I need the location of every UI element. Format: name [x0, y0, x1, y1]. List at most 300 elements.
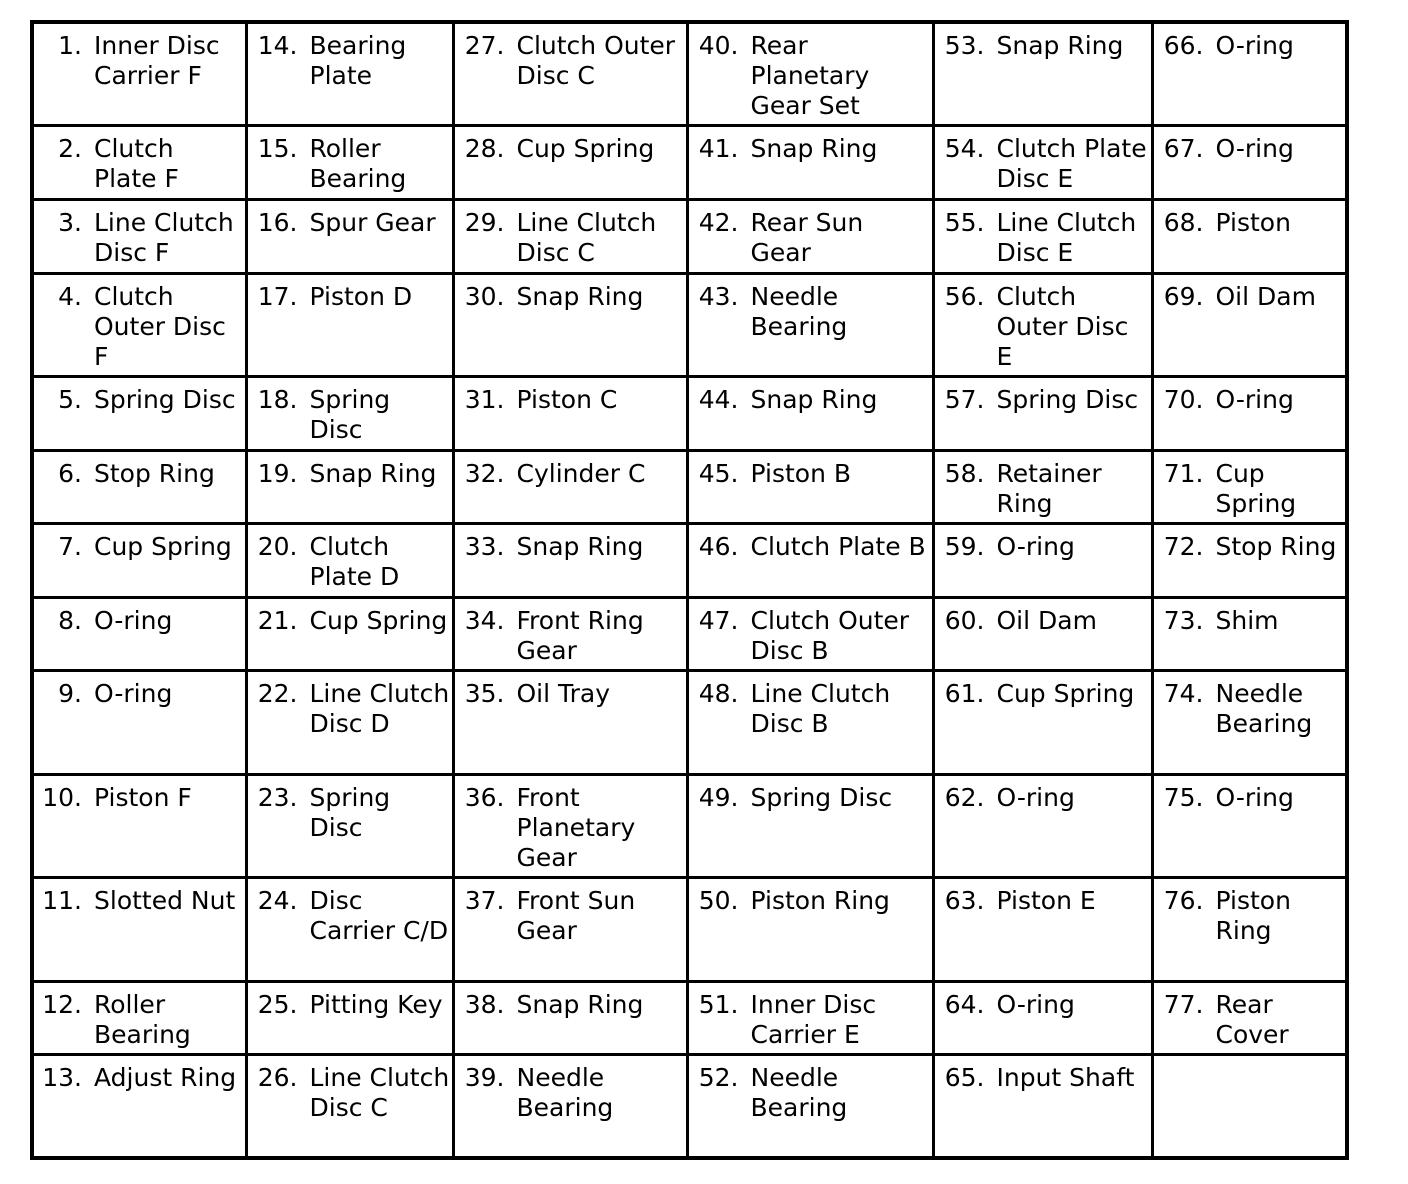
part-entry: [248, 599, 452, 636]
part-number: 15.: [257, 133, 298, 163]
part-entry: [935, 776, 1151, 813]
table-cell: [246, 376, 453, 450]
part-name: Spring Disc: [94, 384, 236, 414]
part-entry: [1154, 275, 1346, 312]
part-number: 17.: [257, 281, 298, 311]
table-row: [32, 774, 1347, 877]
part-entry: [935, 983, 1151, 1020]
table-cell: [933, 22, 1152, 125]
part-name: Clutch Plate B: [750, 531, 926, 561]
table-cell: [32, 450, 246, 523]
table-cell: [453, 597, 687, 670]
table-cell: [32, 376, 246, 450]
table-cell: [32, 1054, 246, 1158]
part-number: 70.: [1163, 384, 1204, 414]
part-entry: [935, 24, 1151, 61]
table-cell: [1152, 450, 1347, 523]
part-entry: [34, 983, 245, 1050]
part-name: Rear Planetary Gear Set: [750, 31, 870, 120]
table-row: [32, 597, 1347, 670]
table-cell: [32, 597, 246, 670]
part-number: 19.: [257, 458, 298, 488]
part-entry: [248, 879, 452, 946]
part-number: 72.: [1163, 531, 1204, 561]
part-name: Bearing Plate: [309, 31, 407, 90]
table-row: [32, 523, 1347, 597]
table-cell: [933, 273, 1152, 376]
table-cell: [1152, 1054, 1347, 1158]
part-entry: [34, 1056, 245, 1093]
part-entry: [34, 378, 245, 415]
part-number: 42.: [698, 207, 739, 237]
part-name: Front Sun Gear: [516, 885, 636, 945]
part-entry: [455, 525, 686, 562]
table-row: [32, 199, 1347, 273]
part-number: 43.: [698, 281, 739, 311]
part-number: 13.: [42, 1062, 82, 1092]
part-name: Snap Ring: [750, 384, 878, 414]
part-name: O-ring: [996, 989, 1075, 1019]
table-cell: [453, 981, 687, 1054]
table-cell: [453, 450, 687, 523]
part-number: 4.: [58, 281, 82, 311]
part-name: Snap Ring: [996, 31, 1124, 60]
part-name: Cup Spring: [94, 531, 232, 561]
part-number: 11.: [42, 885, 82, 915]
part-name: Inner Disc Carrier E: [750, 989, 877, 1049]
table-cell: [32, 877, 246, 981]
part-entry: [248, 525, 452, 592]
table-row: [32, 273, 1347, 376]
table-cell: [933, 523, 1152, 597]
part-number: 2.: [58, 133, 82, 163]
parts-table: [30, 20, 1349, 1160]
table-cell: [32, 199, 246, 273]
part-name: Clutch Outer Disc C: [516, 31, 676, 90]
part-name: Front Ring Gear: [516, 605, 644, 665]
part-number: 21.: [257, 605, 298, 635]
part-name: Oil Dam: [1215, 281, 1316, 311]
part-number: 34.: [464, 605, 505, 635]
part-number: 5.: [58, 384, 82, 414]
part-entry: [455, 201, 686, 268]
part-number: 58.: [944, 458, 985, 488]
part-number: 27.: [464, 31, 505, 60]
part-entry: [248, 127, 452, 194]
table-cell: [1152, 199, 1347, 273]
part-name: Oil Tray: [516, 678, 611, 708]
part-number: 48.: [698, 678, 739, 708]
part-entry: [34, 24, 245, 91]
part-number: 65.: [944, 1062, 985, 1092]
part-entry: [248, 672, 452, 739]
part-entry: [455, 378, 686, 415]
part-number: 60.: [944, 605, 985, 635]
part-name: Line Clutch Disc F: [94, 207, 234, 267]
table-cell: [933, 597, 1152, 670]
table-cell: [933, 125, 1152, 199]
part-name: Inner Disc Carrier F: [94, 31, 220, 90]
part-number: 36.: [464, 782, 505, 812]
table-cell: [246, 877, 453, 981]
part-number: 75.: [1163, 782, 1204, 812]
part-number: 61.: [944, 678, 985, 708]
part-entry: [455, 983, 686, 1020]
part-number: 37.: [464, 885, 505, 915]
part-name: Clutch Outer Disc B: [750, 605, 910, 665]
table-cell: [687, 670, 933, 774]
part-entry: [248, 983, 452, 1020]
table-cell: [32, 125, 246, 199]
part-entry: [455, 1056, 686, 1123]
part-entry: [689, 201, 932, 268]
part-number: 28.: [464, 133, 505, 163]
part-name: Stop Ring: [1215, 531, 1337, 561]
part-number: 16.: [257, 207, 298, 237]
table-cell: [1152, 597, 1347, 670]
table-cell: [933, 376, 1152, 450]
table-cell: [933, 670, 1152, 774]
part-name: Snap Ring: [750, 133, 878, 163]
part-name: Piston F: [94, 782, 192, 812]
part-name: Pitting Key: [309, 989, 443, 1019]
part-entry: [1154, 24, 1346, 61]
part-number: 7.: [58, 531, 82, 561]
part-name: Clutch Plate Disc E: [996, 133, 1147, 193]
table-cell: [687, 597, 933, 670]
part-entry: [248, 776, 452, 843]
part-entry: [248, 1056, 452, 1123]
part-number: 45.: [698, 458, 739, 488]
part-name: Clutch Outer Disc F: [94, 281, 226, 371]
part-entry: [935, 599, 1151, 636]
table-cell: [453, 670, 687, 774]
part-entry: [689, 879, 932, 916]
table-cell: [246, 597, 453, 670]
part-name: Clutch Plate F: [94, 133, 179, 193]
table-cell: [1152, 125, 1347, 199]
part-entry: [34, 879, 245, 916]
part-number: 56.: [944, 281, 985, 311]
part-name: O-ring: [1215, 133, 1294, 163]
table-cell: [246, 125, 453, 199]
part-entry: [455, 275, 686, 312]
part-entry: [1154, 879, 1346, 946]
part-entry: [935, 275, 1151, 372]
part-number: 22.: [257, 678, 298, 708]
part-number: 54.: [944, 133, 985, 163]
part-number: 55.: [944, 207, 985, 237]
part-number: 52.: [698, 1062, 739, 1092]
part-number: 64.: [944, 989, 985, 1019]
part-name: Cup Spring: [309, 605, 448, 635]
part-name: Spring Disc: [750, 782, 893, 812]
table-cell: [453, 1054, 687, 1158]
part-number: 14.: [257, 31, 298, 60]
table-cell: [32, 523, 246, 597]
part-entry: [1154, 672, 1346, 739]
table-cell: [246, 1054, 453, 1158]
part-entry: [689, 24, 932, 121]
part-entry: [455, 599, 686, 666]
table-cell: [933, 199, 1152, 273]
part-name: Cup Spring: [1215, 458, 1297, 518]
part-entry: [34, 672, 245, 709]
part-entry: [689, 776, 932, 813]
table-cell: [687, 877, 933, 981]
part-number: 23.: [257, 782, 298, 812]
part-name: Adjust Ring: [94, 1062, 237, 1092]
table-cell: [246, 450, 453, 523]
part-entry: [248, 201, 452, 238]
part-entry: [689, 672, 932, 739]
part-entry: [1154, 983, 1346, 1050]
part-name: Needle Bearing: [750, 1062, 848, 1122]
part-name: Clutch Outer Disc E: [996, 281, 1129, 371]
table-cell: [687, 774, 933, 877]
part-number: 51.: [698, 989, 739, 1019]
part-entry: [455, 452, 686, 489]
table-cell: [32, 774, 246, 877]
table-cell: [453, 523, 687, 597]
part-entry: [689, 1056, 932, 1123]
part-name: Line Clutch Disc B: [750, 678, 891, 738]
table-cell: [246, 22, 453, 125]
part-name: Stop Ring: [94, 458, 215, 488]
part-number: 49.: [698, 782, 739, 812]
part-name: O-ring: [1215, 384, 1294, 414]
part-entry: [1154, 1056, 1346, 1063]
part-number: 47.: [698, 605, 739, 635]
table-cell: [246, 774, 453, 877]
part-name: Line Clutch Disc E: [996, 207, 1137, 267]
part-number: 35.: [464, 678, 505, 708]
part-entry: [455, 24, 686, 91]
part-entry: [455, 127, 686, 164]
table-cell: [32, 981, 246, 1054]
part-number: 63.: [944, 885, 985, 915]
part-entry: [455, 672, 686, 709]
part-entry: [248, 24, 452, 91]
part-entry: [935, 525, 1151, 562]
table-cell: [687, 981, 933, 1054]
part-name: Rear Sun Gear: [750, 207, 864, 267]
part-number: 10.: [42, 782, 82, 812]
part-number: 66.: [1163, 31, 1204, 60]
table-cell: [453, 376, 687, 450]
part-number: 57.: [944, 384, 985, 414]
part-number: 53.: [944, 31, 985, 60]
part-name: O-ring: [1215, 31, 1294, 60]
part-number: 12.: [42, 989, 82, 1019]
part-entry: [689, 452, 932, 489]
table-cell: [32, 273, 246, 376]
part-name: Needle Bearing: [516, 1062, 614, 1122]
part-entry: [935, 127, 1151, 194]
part-number: 68.: [1163, 207, 1204, 237]
part-name: Snap Ring: [309, 458, 437, 488]
part-entry: [34, 452, 245, 489]
part-name: Oil Dam: [996, 605, 1097, 635]
part-entry: [34, 525, 245, 562]
table-cell: [453, 774, 687, 877]
part-number: 44.: [698, 384, 739, 414]
table-cell: [246, 273, 453, 376]
table-cell: [453, 125, 687, 199]
part-name: Line Clutch Disc C: [516, 207, 657, 267]
part-entry: [935, 452, 1151, 519]
parts-table-body: [32, 22, 1347, 1158]
part-name: Spring Disc: [309, 782, 391, 842]
part-number: 20.: [257, 531, 298, 561]
part-entry: [1154, 127, 1346, 164]
part-number: 3.: [58, 207, 82, 237]
table-row: [32, 376, 1347, 450]
table-cell: [933, 450, 1152, 523]
part-name: Needle Bearing: [1215, 678, 1313, 738]
table-cell: [933, 877, 1152, 981]
part-name: Shim: [1215, 605, 1279, 635]
table-cell: [687, 376, 933, 450]
part-number: 40.: [698, 31, 739, 60]
part-entry: [34, 201, 245, 268]
part-name: Spur Gear: [309, 207, 436, 237]
part-entry: [34, 599, 245, 636]
table-cell: [933, 774, 1152, 877]
table-cell: [453, 273, 687, 376]
part-name: Line Clutch Disc C: [309, 1062, 450, 1122]
part-number: 29.: [464, 207, 505, 237]
part-number: 24.: [257, 885, 298, 915]
part-name: O-ring: [996, 531, 1075, 561]
part-entry: [455, 776, 686, 873]
table-cell: [687, 199, 933, 273]
part-entry: [935, 879, 1151, 916]
part-name: Piston B: [750, 458, 852, 488]
part-number: 32.: [464, 458, 505, 488]
part-name: O-ring: [1215, 782, 1294, 812]
part-name: Cup Spring: [996, 678, 1135, 708]
table-cell: [453, 877, 687, 981]
part-number: 39.: [464, 1062, 505, 1092]
part-name: Line Clutch Disc D: [309, 678, 450, 738]
part-name: Piston: [1215, 207, 1291, 237]
table-cell: [246, 199, 453, 273]
table-row: [32, 670, 1347, 774]
table-cell: [1152, 670, 1347, 774]
part-name: Input Shaft: [996, 1062, 1135, 1092]
part-entry: [455, 879, 686, 946]
part-entry: [935, 378, 1151, 415]
part-name: Spring Disc: [996, 384, 1139, 414]
part-number: 1.: [58, 31, 82, 60]
part-name: Spring Disc: [309, 384, 391, 444]
part-entry: [34, 776, 245, 813]
part-number: 74.: [1163, 678, 1204, 708]
table-cell: [1152, 376, 1347, 450]
table-row: [32, 981, 1347, 1054]
part-number: 9.: [58, 678, 82, 708]
part-entry: [689, 378, 932, 415]
part-name: Roller Bearing: [309, 133, 407, 193]
table-cell: [453, 22, 687, 125]
part-name: Cup Spring: [516, 133, 655, 163]
table-cell: [1152, 523, 1347, 597]
table-cell: [32, 22, 246, 125]
part-entry: [248, 378, 452, 445]
table-cell: [246, 670, 453, 774]
part-number: 62.: [944, 782, 985, 812]
part-entry: [1154, 776, 1346, 813]
table-cell: [687, 22, 933, 125]
table-cell: [1152, 981, 1347, 1054]
table-cell: [453, 199, 687, 273]
table-cell: [933, 1054, 1152, 1158]
part-number: 6.: [58, 458, 82, 488]
part-name: Snap Ring: [516, 989, 644, 1019]
part-entry: [1154, 452, 1346, 519]
part-entry: [689, 525, 932, 562]
part-name: Piston Ring: [750, 885, 890, 915]
table-row: [32, 450, 1347, 523]
part-number: 38.: [464, 989, 505, 1019]
table-cell: [246, 523, 453, 597]
part-name: Needle Bearing: [750, 281, 848, 341]
part-entry: [1154, 525, 1346, 562]
part-number: 67.: [1163, 133, 1204, 163]
table-row: [32, 877, 1347, 981]
table-cell: [246, 981, 453, 1054]
part-entry: [689, 599, 932, 666]
part-number: 8.: [58, 605, 82, 635]
part-number: 69.: [1163, 281, 1204, 311]
table-row: [32, 125, 1347, 199]
part-name: O-ring: [94, 605, 173, 635]
part-name: Front Planetary Gear: [516, 782, 636, 872]
table-cell: [1152, 774, 1347, 877]
part-entry: [248, 452, 452, 489]
part-name: O-ring: [996, 782, 1075, 812]
part-number: 26.: [257, 1062, 298, 1092]
part-entry: [935, 672, 1151, 709]
table-row: [32, 22, 1347, 125]
part-entry: [935, 1056, 1151, 1093]
table-cell: [687, 1054, 933, 1158]
part-entry: [34, 127, 245, 194]
part-name: Piston Ring: [1215, 885, 1291, 945]
part-entry: [689, 983, 932, 1050]
part-number: 73.: [1163, 605, 1204, 635]
part-number: 41.: [698, 133, 739, 163]
part-name: Cylinder C: [516, 458, 646, 488]
part-name: Snap Ring: [516, 531, 644, 561]
part-number: 30.: [464, 281, 505, 311]
table-row: [32, 1054, 1347, 1158]
part-name: Slotted Nut: [94, 885, 236, 915]
part-number: 46.: [698, 531, 739, 561]
part-name: Rear Cover: [1215, 989, 1289, 1049]
part-name: Piston C: [516, 384, 618, 414]
part-number: 71.: [1163, 458, 1204, 488]
part-entry: [34, 275, 245, 372]
part-number: 76.: [1163, 885, 1204, 915]
table-cell: [687, 450, 933, 523]
part-number: 77.: [1163, 989, 1204, 1019]
part-number: 50.: [698, 885, 739, 915]
part-entry: [689, 275, 932, 342]
table-cell: [32, 670, 246, 774]
part-entry: [935, 201, 1151, 268]
